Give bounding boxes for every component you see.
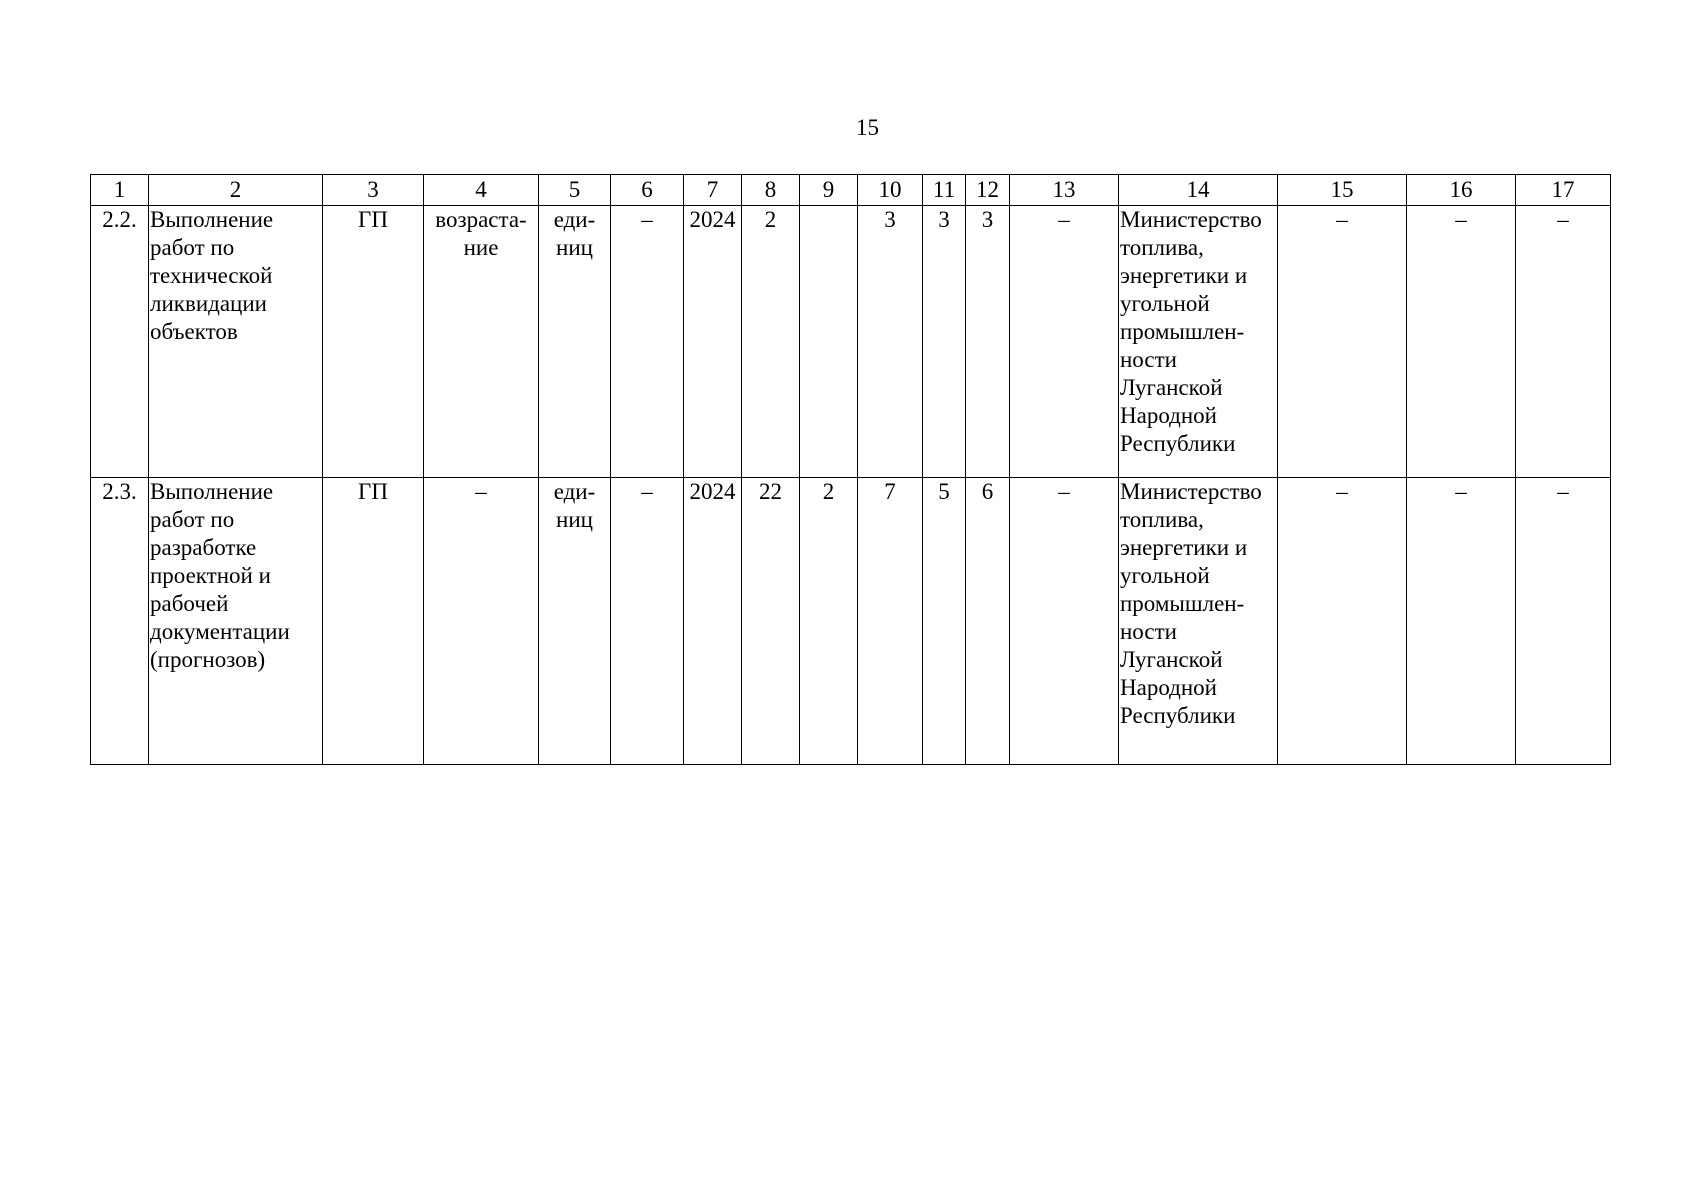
cell-15: –	[1278, 478, 1407, 765]
cell-11: 5	[923, 478, 966, 765]
activity-name: Выполнение работ по технической ликвидации объектов	[149, 206, 323, 478]
column-header: 9	[800, 175, 858, 206]
program-table	[90, 174, 1611, 765]
column-header: 6	[611, 175, 684, 206]
activity-name: Выполнение работ по разработке проектной и рабочей документации (прогнозов)	[149, 478, 323, 765]
dynamics: –	[424, 478, 539, 765]
program-type: ГП	[323, 478, 424, 765]
base-year: 2024	[684, 206, 742, 478]
cell-10: 7	[858, 478, 923, 765]
cell-13: –	[1010, 206, 1119, 478]
cell-17: –	[1516, 206, 1611, 478]
column-header: 11	[923, 175, 966, 206]
column-header: 3	[323, 175, 424, 206]
column-header: 4	[424, 175, 539, 206]
column-header: 1	[91, 175, 149, 206]
cell-9	[800, 206, 858, 478]
column-header: 16	[1407, 175, 1516, 206]
cell-13: –	[1010, 478, 1119, 765]
column-number-row	[91, 175, 1611, 206]
cell-6: –	[611, 478, 684, 765]
cell-16: –	[1407, 206, 1516, 478]
column-header: 7	[684, 175, 742, 206]
column-header: 15	[1278, 175, 1407, 206]
column-header: 17	[1516, 175, 1611, 206]
cell-17: –	[1516, 478, 1611, 765]
column-header: 10	[858, 175, 923, 206]
cell-8: 22	[742, 478, 800, 765]
cell-16: –	[1407, 478, 1516, 765]
dynamics: возраста- ние	[424, 206, 539, 478]
cell-9: 2	[800, 478, 858, 765]
table-row	[91, 478, 1611, 765]
program-type: ГП	[323, 206, 424, 478]
column-header: 12	[966, 175, 1010, 206]
cell-12: 3	[966, 206, 1010, 478]
cell-11: 3	[923, 206, 966, 478]
column-header: 14	[1119, 175, 1278, 206]
page-number: 15	[856, 115, 879, 140]
column-header: 13	[1010, 175, 1119, 206]
responsible-executor: Министерство топлива, энергетики и угольной промышлен- ности Луганской Народной Республики	[1119, 478, 1278, 765]
cell-10: 3	[858, 206, 923, 478]
row-number: 2.3.	[91, 478, 149, 765]
responsible-executor: Министерство топлива, энергетики и угольной промышлен- ности Луганской Народной Республики	[1119, 206, 1278, 478]
base-year: 2024	[684, 478, 742, 765]
cell-15: –	[1278, 206, 1407, 478]
column-header: 2	[149, 175, 323, 206]
column-header: 8	[742, 175, 800, 206]
unit: еди- ниц	[539, 206, 611, 478]
cell-6: –	[611, 206, 684, 478]
column-header: 5	[539, 175, 611, 206]
table-row	[91, 206, 1611, 478]
cell-8: 2	[742, 206, 800, 478]
unit: еди- ниц	[539, 478, 611, 765]
cell-12: 6	[966, 478, 1010, 765]
row-number: 2.2.	[91, 206, 149, 478]
